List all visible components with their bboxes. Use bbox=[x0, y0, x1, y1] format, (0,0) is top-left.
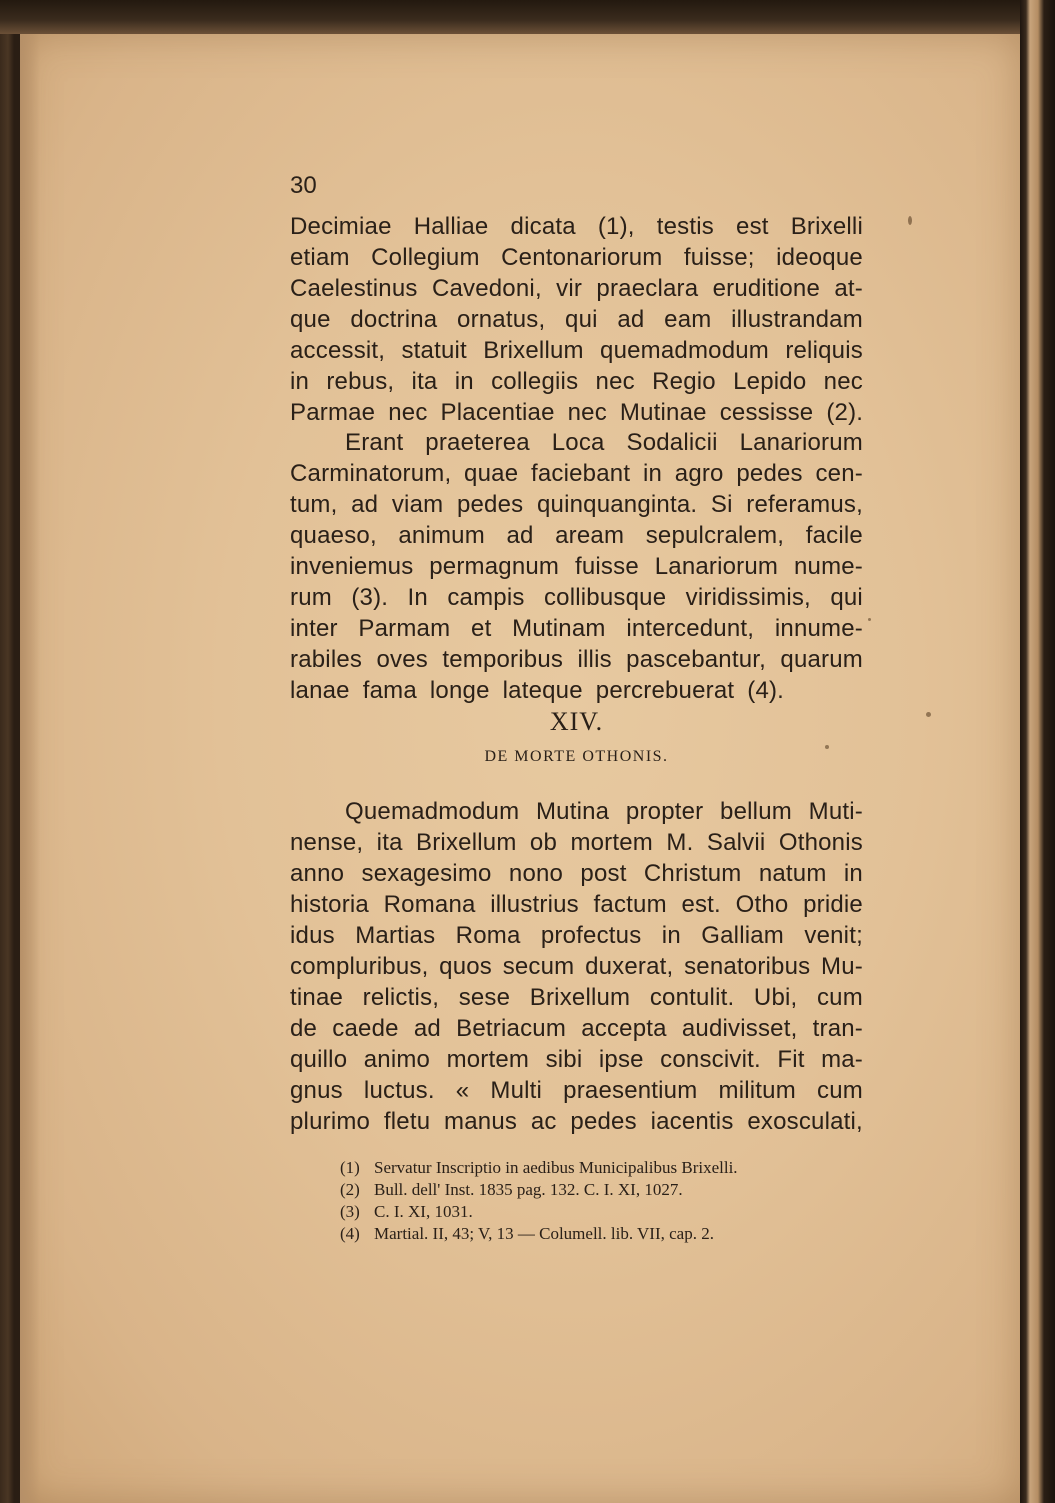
word: Multi bbox=[490, 1077, 543, 1104]
footnote-text: Servatur Inscriptio in aedibus Municipalibus Brixelli. bbox=[374, 1158, 738, 1177]
word: nec bbox=[388, 399, 428, 426]
word: Lanariorum bbox=[739, 429, 863, 456]
word: propter bbox=[625, 798, 704, 825]
word: qui bbox=[565, 306, 598, 333]
word: in bbox=[843, 860, 863, 887]
word: que bbox=[290, 306, 331, 333]
word: inter bbox=[290, 615, 338, 642]
word: rabiles bbox=[290, 646, 363, 673]
word: compluribus, bbox=[290, 953, 429, 980]
word: mortem bbox=[446, 1046, 530, 1073]
word: sese bbox=[458, 984, 511, 1011]
footnotes bbox=[340, 1157, 880, 1245]
text-line bbox=[290, 551, 863, 582]
word: Othonis bbox=[778, 829, 863, 856]
word: collegiis bbox=[491, 368, 579, 395]
word: oves bbox=[376, 646, 428, 673]
footnote-mark: (4) bbox=[340, 1224, 360, 1243]
word: manus bbox=[444, 1108, 518, 1135]
word: ad bbox=[351, 491, 379, 518]
word: et bbox=[471, 615, 492, 642]
word: nense, bbox=[290, 829, 364, 856]
section-number: XIV. bbox=[549, 707, 604, 736]
word: pascebantur, bbox=[626, 646, 767, 673]
word: pedes bbox=[736, 460, 803, 487]
word: cen- bbox=[815, 460, 863, 487]
footnote-text: Bull. dell' Inst. 1835 pag. 132. C. I. XI, 1027. bbox=[374, 1180, 683, 1199]
word: Halliae bbox=[413, 213, 489, 240]
word: doctrina bbox=[350, 306, 438, 333]
word: ita bbox=[411, 368, 438, 395]
word: etiam bbox=[290, 244, 350, 271]
word: ma- bbox=[821, 1046, 863, 1073]
word: Erant bbox=[345, 429, 404, 456]
word: Collegium bbox=[371, 244, 480, 271]
text-line bbox=[290, 242, 863, 273]
text-line bbox=[290, 273, 863, 304]
text-line bbox=[290, 644, 863, 675]
word: viam bbox=[391, 491, 444, 518]
paragraph-1 bbox=[290, 211, 863, 428]
footnote-text: Martial. II, 43; V, 13 — Columell. lib. VII, cap. 2. bbox=[374, 1224, 714, 1243]
word: ita bbox=[376, 829, 403, 856]
word: Parmae bbox=[290, 399, 376, 426]
word: nec bbox=[823, 368, 863, 395]
word: Cavedoni, bbox=[431, 275, 542, 302]
word: collibusque bbox=[543, 584, 667, 611]
word: Mu- bbox=[821, 953, 863, 980]
text-line bbox=[290, 211, 863, 242]
word: tran- bbox=[812, 1015, 863, 1042]
word: innume- bbox=[774, 615, 863, 642]
word: sepulcralem, bbox=[645, 522, 785, 549]
word: quarum bbox=[780, 646, 863, 673]
word: longe bbox=[429, 677, 490, 704]
word: quae bbox=[464, 460, 519, 487]
word: natum bbox=[758, 860, 827, 887]
word: in bbox=[454, 368, 474, 395]
word: Galliam bbox=[701, 922, 785, 949]
footnote-mark: (2) bbox=[340, 1180, 360, 1199]
word: qui bbox=[830, 584, 863, 611]
text-line bbox=[290, 304, 863, 335]
word: ornatus, bbox=[457, 306, 546, 333]
word: temporibus bbox=[442, 646, 564, 673]
word: Brixellum bbox=[416, 829, 517, 856]
word: vir bbox=[556, 275, 583, 302]
word: praeterea bbox=[425, 429, 530, 456]
text-line bbox=[290, 489, 863, 520]
word: viridissimis, bbox=[685, 584, 811, 611]
word: fletu bbox=[383, 1108, 431, 1135]
word: statuit bbox=[401, 337, 467, 364]
word: percrebuerat bbox=[595, 677, 735, 704]
text-line bbox=[290, 920, 863, 951]
text-line bbox=[290, 582, 863, 613]
word: secum bbox=[502, 953, 575, 980]
word: testis bbox=[656, 213, 714, 240]
word: lateque bbox=[502, 677, 583, 704]
paper-speck bbox=[868, 618, 871, 621]
word: reliquis bbox=[785, 337, 863, 364]
word: fama bbox=[362, 677, 417, 704]
text-line bbox=[290, 858, 863, 889]
word: ideoque bbox=[776, 244, 863, 271]
word: fuisse bbox=[574, 553, 639, 580]
footnote bbox=[340, 1157, 880, 1179]
word: Muti- bbox=[808, 798, 863, 825]
text-line bbox=[290, 1044, 863, 1075]
word: factum bbox=[593, 891, 667, 918]
book-top-edge bbox=[0, 0, 1055, 34]
word: quemadmodum bbox=[600, 337, 769, 364]
word: est bbox=[736, 213, 769, 240]
word: Carminatorum, bbox=[290, 460, 452, 487]
word: eruditione bbox=[712, 275, 821, 302]
word: Mutina bbox=[535, 798, 610, 825]
text-line bbox=[290, 427, 863, 458]
word: venit; bbox=[804, 922, 863, 949]
footnote bbox=[340, 1179, 880, 1201]
word: facile bbox=[805, 522, 863, 549]
book-right-edge bbox=[1020, 0, 1055, 1503]
word: aream bbox=[555, 522, 625, 549]
word: ob bbox=[529, 829, 558, 856]
word: profectus bbox=[540, 922, 642, 949]
word: tinae bbox=[290, 984, 344, 1011]
word: quaeso, bbox=[290, 522, 377, 549]
paper-speck bbox=[825, 745, 829, 749]
word: nec bbox=[567, 399, 607, 426]
word: Christum bbox=[643, 860, 742, 887]
word: praesentium bbox=[563, 1077, 698, 1104]
word: mortem bbox=[570, 829, 653, 856]
word: Salvii bbox=[706, 829, 766, 856]
word: Placentiae bbox=[440, 399, 555, 426]
text-line bbox=[290, 335, 863, 366]
text-line bbox=[290, 827, 863, 858]
word: contulit. bbox=[649, 984, 735, 1011]
word: ad bbox=[506, 522, 534, 549]
text-line bbox=[290, 520, 863, 551]
word: idus bbox=[290, 922, 335, 949]
word: illustrandam bbox=[731, 306, 863, 333]
word: sibi bbox=[545, 1046, 583, 1073]
text-line bbox=[290, 458, 863, 489]
word: Otho bbox=[735, 891, 789, 918]
word: cum bbox=[817, 1077, 863, 1104]
word: audivisset, bbox=[681, 1015, 798, 1042]
word: eam bbox=[664, 306, 712, 333]
word: dicata bbox=[510, 213, 576, 240]
word: est. bbox=[681, 891, 721, 918]
word: ac bbox=[530, 1108, 557, 1135]
word: nume- bbox=[793, 553, 863, 580]
footnote-mark: (3) bbox=[340, 1202, 360, 1221]
word: Sodalicii bbox=[626, 429, 718, 456]
word: Lepido bbox=[733, 368, 807, 395]
word: M. bbox=[666, 829, 694, 856]
word: cum bbox=[816, 984, 863, 1011]
paragraph-3 bbox=[290, 796, 863, 1137]
word: anno bbox=[290, 860, 345, 887]
text-line bbox=[290, 796, 863, 827]
word: illustrius bbox=[490, 891, 579, 918]
word: Brixellum bbox=[483, 337, 584, 364]
word: in bbox=[642, 460, 663, 487]
paragraph-2 bbox=[290, 427, 863, 706]
word: nono bbox=[508, 860, 564, 887]
word: intercedunt, bbox=[626, 615, 755, 642]
text-line bbox=[290, 889, 863, 920]
word: In bbox=[407, 584, 428, 611]
text-line bbox=[290, 982, 863, 1013]
word: accessit, bbox=[290, 337, 386, 364]
word: ad bbox=[617, 306, 645, 333]
word: quos bbox=[439, 953, 492, 980]
footnote-text: C. I. XI, 1031. bbox=[374, 1202, 473, 1221]
word: agro bbox=[674, 460, 724, 487]
word: faciebant bbox=[530, 460, 631, 487]
word: militum bbox=[718, 1077, 796, 1104]
word: Romana bbox=[383, 891, 476, 918]
text-line bbox=[290, 1106, 863, 1137]
word: Roma bbox=[455, 922, 521, 949]
word: illis bbox=[577, 646, 612, 673]
word: (3). bbox=[351, 584, 389, 611]
word: (1), bbox=[597, 213, 635, 240]
word: Parmam bbox=[358, 615, 451, 642]
text-line bbox=[290, 675, 863, 706]
word: exosculati, bbox=[747, 1108, 863, 1135]
word: campis bbox=[447, 584, 525, 611]
word: Caelestinus bbox=[290, 275, 418, 302]
word: in bbox=[661, 922, 681, 949]
word: plurimo bbox=[290, 1108, 371, 1135]
word: Fit bbox=[777, 1046, 805, 1073]
word: referamus, bbox=[746, 491, 863, 518]
word: Brixellum bbox=[529, 984, 631, 1011]
word: senatoribus bbox=[684, 953, 811, 980]
word: quinquanginta. bbox=[536, 491, 698, 518]
word: accepta bbox=[581, 1015, 667, 1042]
word: pridie bbox=[803, 891, 863, 918]
word: de bbox=[290, 1015, 318, 1042]
word: rum bbox=[290, 584, 332, 611]
word: Betriacum bbox=[456, 1015, 567, 1042]
word: rebus, bbox=[326, 368, 395, 395]
word: lanae bbox=[290, 677, 350, 704]
word: bellum bbox=[720, 798, 792, 825]
word: Loca bbox=[551, 429, 605, 456]
section-title: DE MORTE OTHONIS. bbox=[484, 748, 669, 765]
word: pedes bbox=[570, 1108, 637, 1135]
word: « bbox=[455, 1077, 470, 1104]
word: relictis, bbox=[362, 984, 440, 1011]
paper-speck bbox=[926, 712, 931, 717]
text-line bbox=[290, 1075, 863, 1106]
word: Ubi, bbox=[753, 984, 798, 1011]
text-line bbox=[290, 366, 863, 397]
paper-speck bbox=[908, 216, 912, 225]
word: iacentis bbox=[650, 1108, 734, 1135]
word: luctus. bbox=[363, 1077, 435, 1104]
word: in bbox=[290, 368, 310, 395]
word: Martias bbox=[355, 922, 436, 949]
text-line bbox=[290, 951, 863, 982]
text-line bbox=[290, 613, 863, 644]
word: Centonariorum bbox=[501, 244, 663, 271]
word: pedes bbox=[456, 491, 524, 518]
word: ipse bbox=[598, 1046, 644, 1073]
text-line bbox=[290, 397, 863, 428]
word: quillo bbox=[290, 1046, 348, 1073]
word: animum bbox=[398, 522, 485, 549]
word: (4). bbox=[747, 677, 785, 704]
text-line bbox=[290, 1013, 863, 1044]
word: historia bbox=[290, 891, 369, 918]
word: Brixelli bbox=[790, 213, 863, 240]
word: fuisse; bbox=[683, 244, 755, 271]
page-number: 30 bbox=[290, 172, 317, 199]
word: post bbox=[580, 860, 627, 887]
word: permagnum bbox=[429, 553, 560, 580]
word: gnus bbox=[290, 1077, 343, 1104]
word: sexagesimo bbox=[361, 860, 492, 887]
word: praeclara bbox=[596, 275, 699, 302]
word: duxerat, bbox=[585, 953, 674, 980]
footnote bbox=[340, 1201, 880, 1223]
word: Mutinam bbox=[512, 615, 606, 642]
word: Decimiae bbox=[290, 213, 392, 240]
word: Quemadmodum bbox=[345, 798, 520, 825]
word: animo bbox=[363, 1046, 431, 1073]
word: Mutinae bbox=[619, 399, 707, 426]
word: caede bbox=[332, 1015, 399, 1042]
word: Lanariorum bbox=[654, 553, 779, 580]
word: (2). bbox=[826, 399, 864, 426]
footnote-mark: (1) bbox=[340, 1158, 360, 1177]
word: Si bbox=[710, 491, 733, 518]
footnote bbox=[340, 1223, 880, 1245]
word: nec bbox=[595, 368, 635, 395]
word: ad bbox=[413, 1015, 441, 1042]
word: at- bbox=[834, 275, 863, 302]
word: tum, bbox=[290, 491, 338, 518]
word: inveniemus bbox=[290, 553, 414, 580]
word: cessisse bbox=[719, 399, 814, 426]
word: conscivit. bbox=[660, 1046, 761, 1073]
word: Regio bbox=[652, 368, 716, 395]
